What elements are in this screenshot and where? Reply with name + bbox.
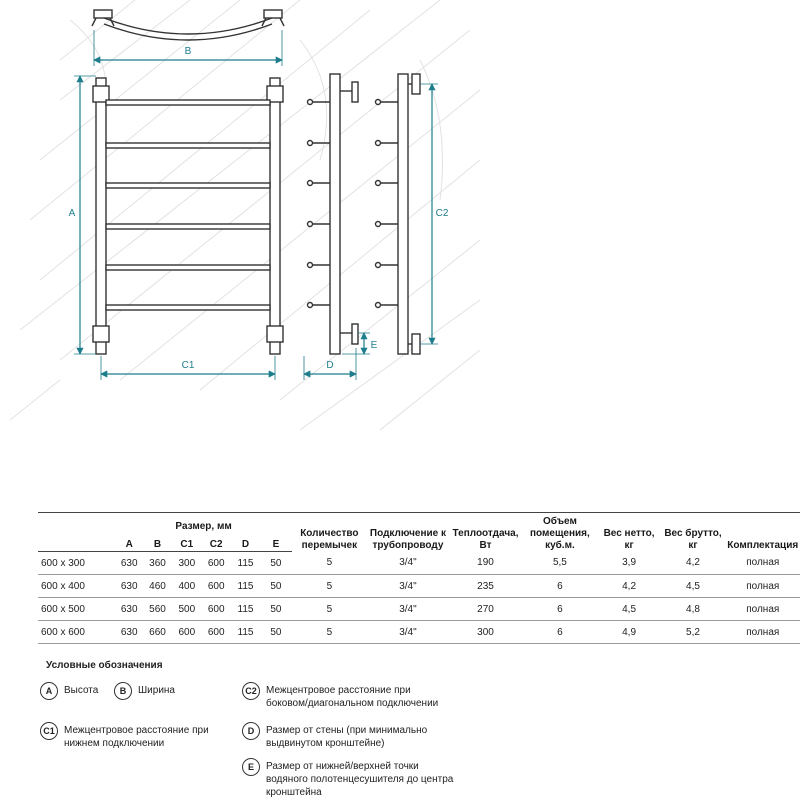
cell-gross: 4,5 [661,575,726,598]
cell-gross: 5,2 [661,621,726,644]
legend-title: Условные обозначения [46,660,163,671]
cell-bars: 5 [292,621,367,644]
top-view [92,10,284,40]
cell-a: 630 [116,552,143,575]
legend-badge: C2 [242,682,260,700]
cell-kit: полная [726,575,800,598]
label-c1: C1 [181,360,195,371]
label-c2: C2 [435,208,449,219]
cell-b: 660 [143,621,172,644]
cell-a: 630 [116,598,143,621]
label-a: A [68,208,76,219]
table-row [38,552,800,575]
cell-heat: 300 [449,621,522,644]
label-e: E [370,340,378,351]
cell-gross: 4,2 [661,552,726,575]
cell-bars: 5 [292,552,367,575]
cell-d: 115 [231,598,260,621]
cell-volume: 6 [522,621,597,644]
col-a: A [116,533,143,552]
cell-connection: 3/4" [367,575,449,598]
legend-badge: A [40,682,58,700]
cell-d: 115 [231,575,260,598]
dimension-c1 [101,356,275,380]
cell-net: 3,9 [598,552,661,575]
legend-badge: C1 [40,722,58,740]
cell-e: 50 [260,552,291,575]
cell-net: 4,9 [598,621,661,644]
col-bars: Количество перемычек [292,513,367,552]
col-volume: Объем помещения, куб.м. [522,513,597,552]
dimension-a [69,76,96,354]
cell-bars: 5 [292,575,367,598]
cell-b: 360 [143,552,172,575]
front-view [93,78,283,354]
dimension-c2 [420,84,449,344]
side-view-left [308,74,359,354]
cell-a: 630 [116,621,143,644]
cell-volume: 5,5 [522,552,597,575]
legend-text: Размер от нижней/верхней точки водяного полотенцесушителя до центра кронштейна [266,761,454,798]
cell-e: 50 [260,575,291,598]
cell-c1: 300 [172,552,201,575]
cell-kit: полная [726,598,800,621]
legend-item-d [242,722,457,750]
col-e: E [260,533,291,552]
legend-text: Высота [64,685,99,696]
cell-kit: полная [726,552,800,575]
table-row [38,575,800,598]
col-d: D [231,533,260,552]
size-header: Размер, мм [116,513,292,534]
cell-e: 50 [260,621,291,644]
legend-text: Размер от стены (при минимально выдвинутом кронштейне) [266,725,428,749]
cell-heat: 190 [449,552,522,575]
cell-net: 4,5 [598,598,661,621]
col-net-weight: Вес нетто, кг [598,513,661,552]
cell-e: 50 [260,598,291,621]
cell-kit: полная [726,621,800,644]
table-row [38,598,800,621]
cell-heat: 270 [449,598,522,621]
cell-gross: 4,8 [661,598,726,621]
cell-size: 600 x 600 [38,621,116,644]
col-kit: Комплектация [726,513,800,552]
side-view-right [376,74,421,354]
cell-volume: 6 [522,575,597,598]
legend-text: Ширина [138,685,175,696]
col-c1: C1 [172,533,201,552]
cell-connection: 3/4" [367,621,449,644]
cell-heat: 235 [449,575,522,598]
legend-text: Межцентровое расстояние при боковом/диагональном подключении [266,685,439,709]
legend-item-c1 [40,722,230,750]
cell-c2: 600 [202,552,231,575]
legend [40,656,460,796]
cell-volume: 6 [522,598,597,621]
cell-d: 115 [231,621,260,644]
cell-c1: 600 [172,621,201,644]
legend-item-a [40,682,98,700]
cell-size: 600 x 300 [38,552,116,575]
cell-c1: 400 [172,575,201,598]
legend-item-e [242,758,457,799]
col-heat: Теплоотдача, Вт [449,513,522,552]
legend-badge: D [242,722,260,740]
cell-size: 600 x 500 [38,598,116,621]
cell-bars: 5 [292,598,367,621]
legend-item-c2 [242,682,452,710]
cell-b: 460 [143,575,172,598]
cell-b: 560 [143,598,172,621]
cell-c2: 600 [202,598,231,621]
col-b: B [143,533,172,552]
cell-c2: 600 [202,621,231,644]
dimension-b [94,30,282,66]
cell-connection: 3/4" [367,598,449,621]
cell-connection: 3/4" [367,552,449,575]
legend-badge: E [242,758,260,776]
label-d: D [326,360,334,371]
col-gross-weight: Вес брутто, кг [661,513,726,552]
cell-c2: 600 [202,575,231,598]
cell-net: 4,2 [598,575,661,598]
specification-table [38,512,800,644]
col-connection: Подключение к трубопроводу [367,513,449,552]
legend-item-b [114,682,175,700]
cell-size: 600 x 400 [38,575,116,598]
label-b: B [184,46,192,57]
legend-badge: B [114,682,132,700]
cell-c1: 500 [172,598,201,621]
cell-a: 630 [116,575,143,598]
table-header-row [38,513,800,534]
col-c2: C2 [202,533,231,552]
table-row [38,621,800,644]
legend-text: Межцентровое расстояние при нижнем подключении [64,725,209,749]
cell-d: 115 [231,552,260,575]
